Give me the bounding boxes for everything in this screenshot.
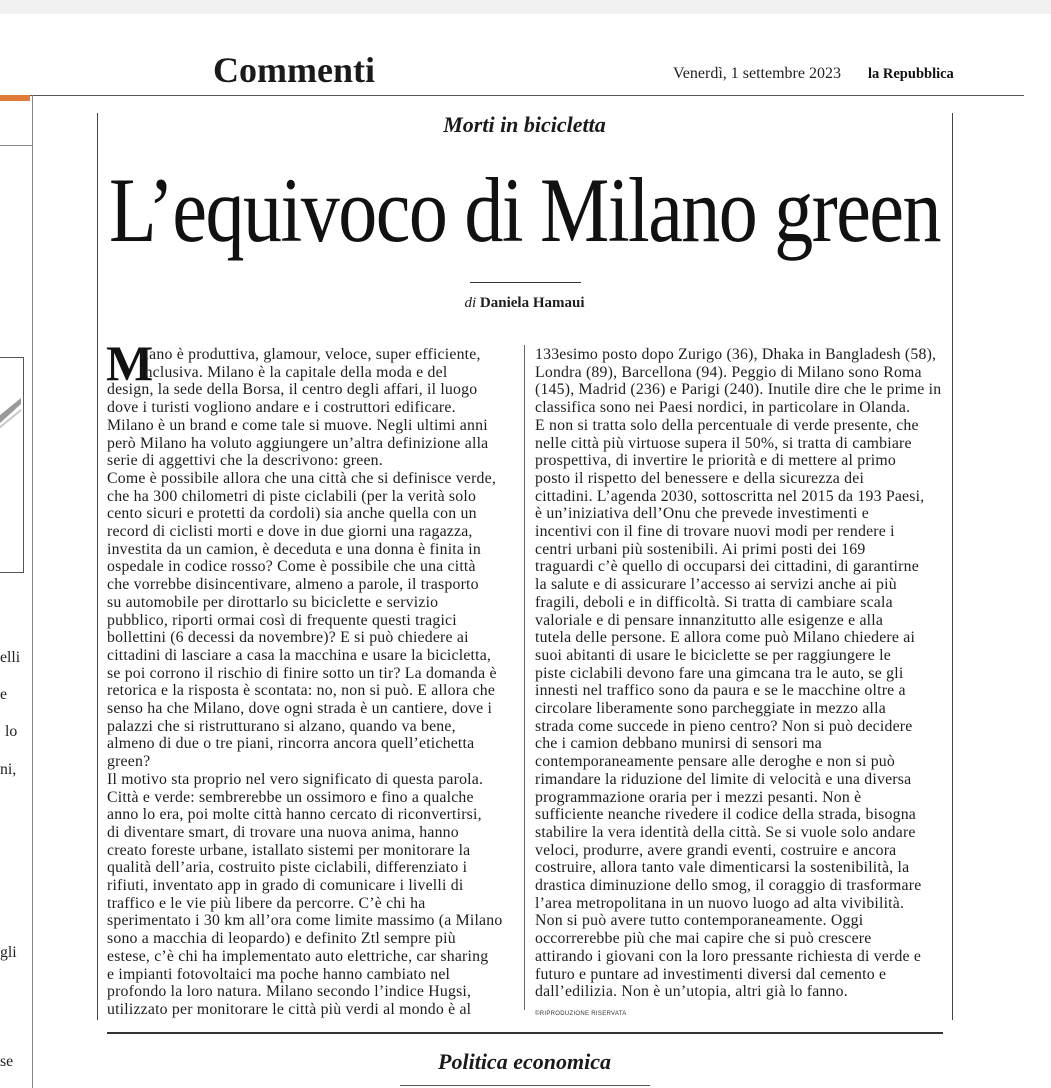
- left-column-line: sperimentato i 30 km all’ora come limite massimo (a Milano: [107, 912, 503, 930]
- right-column-line: tutela delle persone. E allora come può Milano chiedere ai: [535, 629, 916, 647]
- left-column-line: ilano è produttiva, glamour, veloce, super efficiente,: [140, 346, 481, 363]
- right-column-line: che i camion debbano munirsi di sensori ma: [535, 735, 822, 753]
- left-column-line: estese, c’è chi ha implementato auto elettriche, car sharing: [107, 947, 489, 965]
- left-column-line: utilizzato per monitorare le città più verdi al mondo è al: [107, 1000, 472, 1018]
- right-column-line: traguardi c’è quello di occuparsi dei cittadini, di garantirne: [535, 558, 919, 576]
- right-column-line: cittadini. L’agenda 2030, sottoscritta nel 2015 da 193 Paesi,: [535, 487, 925, 505]
- left-column-line: pubblico, riporti ormai così di frequente questi tragici: [107, 611, 457, 629]
- right-column-line: attirando i giovani con la loro pressante richiesta di verde e: [535, 947, 922, 965]
- byline: [97, 293, 952, 313]
- left-column-line: Milano è un brand e come tale si muove. Negli ultimi anni: [107, 416, 488, 434]
- left-column-line: creato foreste urbane, istallato sistemi per monitorare la: [107, 841, 471, 859]
- right-column-line: circolare liberamente sono parcheggiate in mezzo alla: [535, 700, 886, 717]
- adjacent-photo-frame: [0, 357, 24, 573]
- adjacent-text-fragment: elli: [0, 649, 21, 666]
- right-column-line: contemporaneamente pensare alle deroghe e non si può: [535, 753, 895, 771]
- right-column-line: piste ciclabili devono fare una gimcana tra le auto, se gli: [535, 664, 904, 682]
- right-column-line: programmazione oraria per i mezzi pesanti. Non è: [535, 788, 862, 806]
- left-column-line: se poi corrono il rischio di finire sotto un tir? La domanda è: [107, 664, 497, 682]
- copyright-notice: ©RIPRODUZIONE RISERVATA: [535, 1011, 627, 1017]
- right-column-line: futuro e puntare ad investimenti diversi dal cemento e: [535, 965, 887, 983]
- left-column-line: green?: [107, 753, 151, 771]
- left-column-line: Il motivo sta proprio nel vero significato di questa parola.: [107, 770, 484, 788]
- right-column-line: occorrerebbe più che mai capire che si può crescere: [535, 930, 872, 948]
- author-name: Daniela Hamaui: [479, 295, 585, 311]
- left-column-line: anno lo era, poi molte città hanno cercato di riconvertirsi,: [107, 806, 482, 824]
- byline-prefix: di: [464, 295, 477, 311]
- adjacent-text-fragment: se: [0, 1053, 14, 1070]
- drop-cap: M: [106, 335, 154, 391]
- left-column-line: design, la sede della Borsa, il centro degli affari, il luogo: [107, 381, 478, 399]
- left-column-line: cittadini di lasciare a casa la macchina e usare la bicicletta,: [107, 646, 492, 664]
- right-column-line: sufficiente neanche rivedere il codice della strada, bisogna: [535, 806, 917, 824]
- left-column-line: almeno di due o tre piani, rincorra ancora quell’etichetta: [107, 735, 475, 753]
- next-article-kicker: Politica economica: [438, 1049, 611, 1074]
- right-column-line: nelle città più virtuose supera il 50%, si tratta di cambiare: [535, 434, 912, 452]
- right-column-line: fragili, deboli e in difficoltà. Si tratta di cambiare scala: [535, 593, 893, 611]
- next-article-rule: [400, 1085, 650, 1086]
- masthead-logo: la Repubblica: [868, 66, 954, 82]
- adjacent-text-fragment: gli: [0, 944, 17, 961]
- right-column-line: l’area metropolitana in un nuovo luogo ad alta vivibilità.: [535, 894, 905, 912]
- left-column-line: di diventare smart, di trovare una nuova anima, hanno: [107, 823, 459, 841]
- right-column-line: costruire, allora tanto vale dimenticarsi la sostenibilità, la: [535, 859, 910, 877]
- left-column-line: ospedale in codice rosso? Come è possibile che una città: [107, 558, 476, 576]
- right-column-line: rimandare la riduzione del limite di velocità e una diversa: [535, 770, 912, 788]
- left-column-line: sono a macchia di leopardo) e definito Ztl sempre più: [107, 930, 456, 948]
- top-margin-strip: [0, 0, 1051, 14]
- right-column-line: veloci, produrre, avere grandi eventi, costruire e ancora: [535, 841, 897, 859]
- left-column-line: su automobile per dirottarlo su biciclette e servizio: [107, 593, 439, 611]
- right-column-line: classifica sono nei Paesi nordici, in particolare in Olanda.: [535, 399, 911, 417]
- left-column-line: senso ha che Milano, dove ogni strada è un cantiere, dove i: [107, 700, 493, 717]
- title-divider: [470, 282, 581, 283]
- right-column-line: è un’iniziativa dell’Onu che prevede investimenti e: [535, 505, 869, 523]
- left-column-line: Come è possibile allora che una città che si definisce verde,: [107, 469, 496, 487]
- left-column-line: traffico e le vie più libere da percorre. C’è chi ha: [107, 894, 426, 912]
- left-column-line: Città e verde: sembrerebbe un ossimoro e fino a qualche: [107, 788, 474, 806]
- right-column-line: E non si tratta solo della percentuale di verde presente, che: [535, 416, 919, 434]
- left-column-line: però Milano ha voluto aggiungere un’altra definizione alla: [107, 434, 489, 452]
- right-column-line: strada come succede in pieno centro? Non si può decidere: [535, 717, 913, 735]
- left-column-line: che ha 300 chilometri di piste ciclabili (per la verità solo: [107, 487, 477, 505]
- left-column-line: bollettini (6 decessi da novembre)? E si può chiedere ai: [107, 629, 469, 647]
- right-column-line: valoriale e di pensare innanzitutto alle esigenze e alla: [535, 611, 884, 629]
- left-column-line: dove i turisti vogliono andare e i costruttori edificare.: [107, 399, 456, 417]
- left-column-line: serie di aggettivi che la descrivono: green.: [107, 452, 383, 470]
- column-separator: [524, 345, 525, 1010]
- left-column-line: cento sicuri e protetti da cordoli) sia anche quella con un: [107, 505, 477, 523]
- right-column-line: centri urbani più sostenibili. Ai primi posti dei 169: [535, 540, 866, 558]
- right-column-line: stabilire la vera identità della città. Se si vuole solo andare: [535, 823, 916, 841]
- adjacent-column-rule: [32, 95, 33, 1088]
- article-bottom-rule: [107, 1032, 943, 1034]
- article-title: L’equivoco di Milano green: [108, 158, 941, 262]
- right-column-line: (145), Madrid (236) e Parigi (240). Inutile dire che le prime in: [535, 381, 942, 399]
- right-column-line: drastica diminuzione dello smog, il coraggio di trasformare: [535, 877, 922, 894]
- adjacent-accent-bar: [0, 95, 30, 101]
- left-column-line: retorica e la risposta è scontata: no, non si può. E allora che: [107, 682, 496, 700]
- article-kicker: Morti in bicicletta: [443, 112, 606, 137]
- section-title: Commenti: [213, 50, 375, 90]
- adjacent-text-fragment: ni,: [0, 761, 17, 778]
- adjacent-text-fragment: lo: [5, 723, 18, 740]
- left-column: [107, 346, 517, 1016]
- right-column-line: la salute e di assicurare l’accesso ai servizi anche ai più: [535, 576, 897, 594]
- left-column-line: investita da un camion, è deceduta e una donna è finita in: [107, 540, 481, 558]
- left-column-line: che vorrebbe disincentivare, almeno a parole, il trasporto: [107, 576, 479, 594]
- right-column-line: Non si può avere tutto contemporaneamente. Oggi: [535, 912, 864, 930]
- right-column: [535, 346, 945, 1016]
- left-column-line: inclusiva. Milano è la capitale della moda e del: [140, 363, 448, 381]
- adjacent-divider: [0, 145, 32, 146]
- article-frame-right: [952, 113, 953, 1020]
- left-column-line: rifiuti, inventato app in grado di comunicare i livelli di: [107, 877, 464, 894]
- right-column-line: incentivi con il fine di trovare nuovi modi per rendere i: [535, 523, 895, 540]
- right-column-line: innesti nel traffico sono da paura e se le macchine oltre a: [535, 682, 906, 700]
- right-column-line: posto il rispetto del benessere e della sicurezza dei: [535, 469, 865, 487]
- adjacent-photo-fragment: [0, 358, 23, 572]
- right-column-line: suoi abitanti di usare le biciclette se per raggiungere le: [535, 646, 891, 664]
- adjacent-text-fragment: e: [0, 686, 8, 703]
- left-column-line: qualità dell’aria, costruito piste ciclabili, differenziato i: [107, 859, 468, 877]
- right-column-line: dall’edilizia. Non è un’utopia, altri già lo fanno.: [535, 983, 848, 1001]
- issue-date: Venerdì, 1 settembre 2023: [673, 65, 841, 82]
- header-divider: [0, 95, 1024, 96]
- right-column-line: 133esimo posto dopo Zurigo (36), Dhaka in Bangladesh (58),: [535, 346, 937, 363]
- right-column-line: Londra (89), Barcellona (94). Peggio di Milano sono Roma: [535, 363, 922, 381]
- left-column-line: profondo la loro natura. Milano secondo l’indice Hugsi,: [107, 983, 472, 1001]
- left-column-line: e impianti fotovoltaici ma poche hanno cambiato nel: [107, 965, 451, 983]
- left-column-line: record di ciclisti morti e dove in due giorni una ragazza,: [107, 523, 473, 540]
- left-column-line: palazzi che si ristrutturano si alzano, quando va bene,: [107, 717, 456, 735]
- right-column-line: prospettiva, di invertire le priorità e di mettere al primo: [535, 452, 896, 470]
